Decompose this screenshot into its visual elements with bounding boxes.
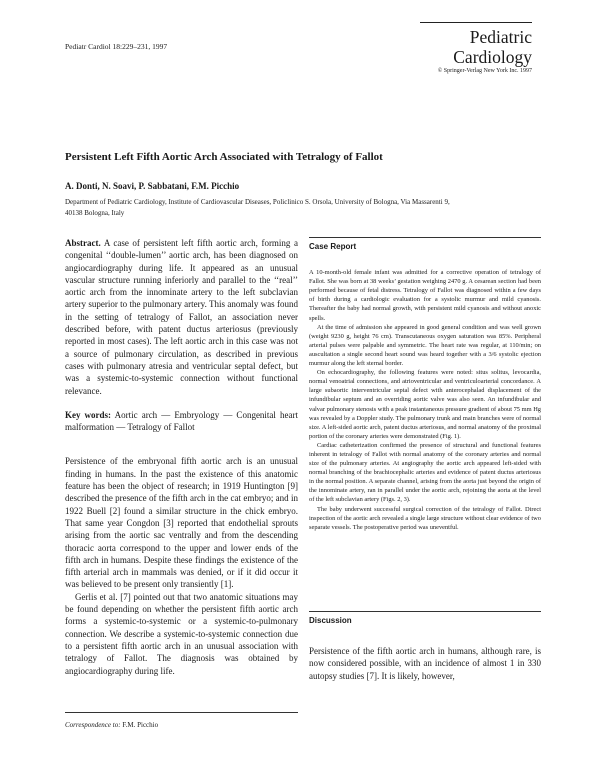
keywords-label: Key words: bbox=[65, 409, 112, 420]
abstract-text: A case of persistent left fifth aortic arch, forming a congenital ‘‘double-lumen’’ aortic arch, has been diagnosed on angiocardiography during life. It appeared as an unusual vascular structure running inferiorly and parallel to the ‘‘real’’ aortic arch from the innominate artery to the left subclavian artery superior to the pulmonary artery. This anomaly was found in the setting of tetralogy of Fallot, an association never described before, with patent ductus arteriosus (previously reported in most cases). The left aortic arch in this case was not a source of pulmonary circulation, as described in previous cases with pulmonary atresia and ventricular septal defect, but was a systemic-to-systemic connection without functional relevance. bbox=[65, 238, 298, 396]
journal-name-line2: Cardiology bbox=[453, 47, 532, 67]
intro-paragraph-1: Persistence of the embryonal fifth aortic arch is an unusual finding in humans. In the past the existence of this anatomic feature has been the object of research; in 1919 Huntington [9] described the presence of the fifth arch in the cat embryo; and in 1922 Buell [2] found a similar structure in the chick embryo. That same year Congdon [3] reported that endothelial sprouts arising from the aortic sac ventrally and from the descending thoracic aorta correspond to the upper and lower ends of the fifth arch in humans. Despite these findings the existence of the fifth arterial arch in mammals was denied, or if it did occur it was believed to be present only transiently [1]. bbox=[65, 456, 298, 590]
case-paragraph-3: On echocardiography, the following features were noted: situs solitus, levocardia, normal venoatrial connections, and atrioventricular and ventriculoarterial concordance. A large subaortic interventricular septal defect with anterocephalad displacement of the infundibular septum and an overriding aortic valve was also seen. An infundibular and valvar pulmonary stenosis with a peak instantaneous pressure gradient of about 75 mm Hg was revealed by a Doppler study. The pulmonary trunk and main branches were of normal size. A left-sided aortic arch, patent ductus arteriosus, and normal anatomy of the proximal portion of the coronary arteries were demonstrated (Fig. 1). bbox=[309, 369, 541, 440]
article-title: Persistent Left Fifth Aortic Arch Associated with Tetralogy of Fallot bbox=[65, 151, 383, 163]
intro-paragraph-2: Gerlis et al. [7] pointed out that two anatomic situations may be found depending on whether the persistent fifth aortic arch forms a systemic-to-systemic or a systemic-to-pulmonary connection. We describe a systemic-to-systemic connection due to a persistent fifth aortic arch in an unusual association with tetralogy of Fallot. The diagnosis was obtained by angiocardiography during life. bbox=[65, 591, 298, 676]
left-column bbox=[65, 237, 298, 677]
abstract-paragraph bbox=[65, 237, 298, 397]
journal-masthead bbox=[420, 22, 532, 74]
case-paragraph-4: Cardiac catheterization confirmed the presence of structural and functional features inherent in tetralogy of Fallot with normal anatomy of the coronary arteries and normal size of the pulmonary arteries. At angiography the aortic arch appeared left-sided with normal branching of the brachiocephalic arteries and evidence of patent ductus arteriosus in the normal position. A separate channel, arising from the aorta just beyond the origin of the innominate artery, ran in parallel under the aortic arch, rejoining the aorta at the level of the left subclavian artery (Figs. 2, 3). bbox=[309, 441, 541, 504]
journal-citation: Pediatr Cardiol 18:229–231, 1997 bbox=[65, 42, 168, 51]
copyright-notice: © Springer-Verlag New York Inc. 1997 bbox=[437, 68, 532, 74]
right-column bbox=[309, 237, 541, 532]
correspondence-label: Correspondence to: bbox=[65, 721, 121, 729]
correspondence-note bbox=[65, 712, 298, 729]
keywords-paragraph bbox=[65, 409, 298, 434]
correspondence-name: F.M. Picchio bbox=[122, 721, 159, 729]
abstract-label: Abstract. bbox=[65, 238, 101, 248]
author-affiliation: Department of Pediatric Cardiology, Institute of Cardiovascular Diseases, Policlinico S. Orsola, University of Bologna, Via Massarenti 9, 40138 Bologna, Italy bbox=[65, 198, 450, 217]
article-authors: A. Donti, N. Soavi, P. Sabbatani, F.M. Picchio bbox=[65, 181, 240, 191]
case-paragraph-2: At the time of admission she appeared in good general condition and was well grown (weight 9230 g, height 76 cm). Transcutaneous oxygen saturation was 85%. Peripheral arterial pulses were palpable and symmetric. The heart rate was regular, at 110/min; on auscultation a single second heart sound was heard together with a 3/6 systolic ejection murmur along the left sternal border. bbox=[309, 323, 541, 368]
discussion-section bbox=[309, 611, 541, 682]
case-paragraph-5: The baby underwent successful surgical correction of the tetralogy of Fallot. Direct inspection of the aortic arch revealed a single large structure without clear evidence of two separate vessels. The postoperative period was uneventful. bbox=[309, 505, 541, 531]
keywords-text: Aortic arch — Embryology — Congenital heart malformation — Tetralogy of Fallot bbox=[65, 409, 298, 433]
discussion-heading: Discussion bbox=[309, 611, 541, 625]
journal-name-line1: Pediatric bbox=[469, 27, 532, 47]
case-paragraph-1: A 10-month-old female infant was admitted for a corrective operation of tetralogy of Fallot. She was born at 38 weeks’ gestation weighing 2470 g. A cesarean section had been performed because of fetal distress. Tetralogy of Fallot was diagnosed within a few days of birth during a cardiologic evaluation for a systolic murmur and mild cyanosis. Thereafter the baby had normal growth, with persistent mild cyanosis and without anoxic spells. bbox=[309, 269, 541, 322]
case-report-heading: Case Report bbox=[309, 237, 541, 251]
discussion-paragraph-1: Persistence of the fifth aortic arch in humans, although rare, is now considered possible, with an incidence of almost 1 in 330 autopsy studies [7]. It is likely, however, bbox=[309, 646, 541, 681]
